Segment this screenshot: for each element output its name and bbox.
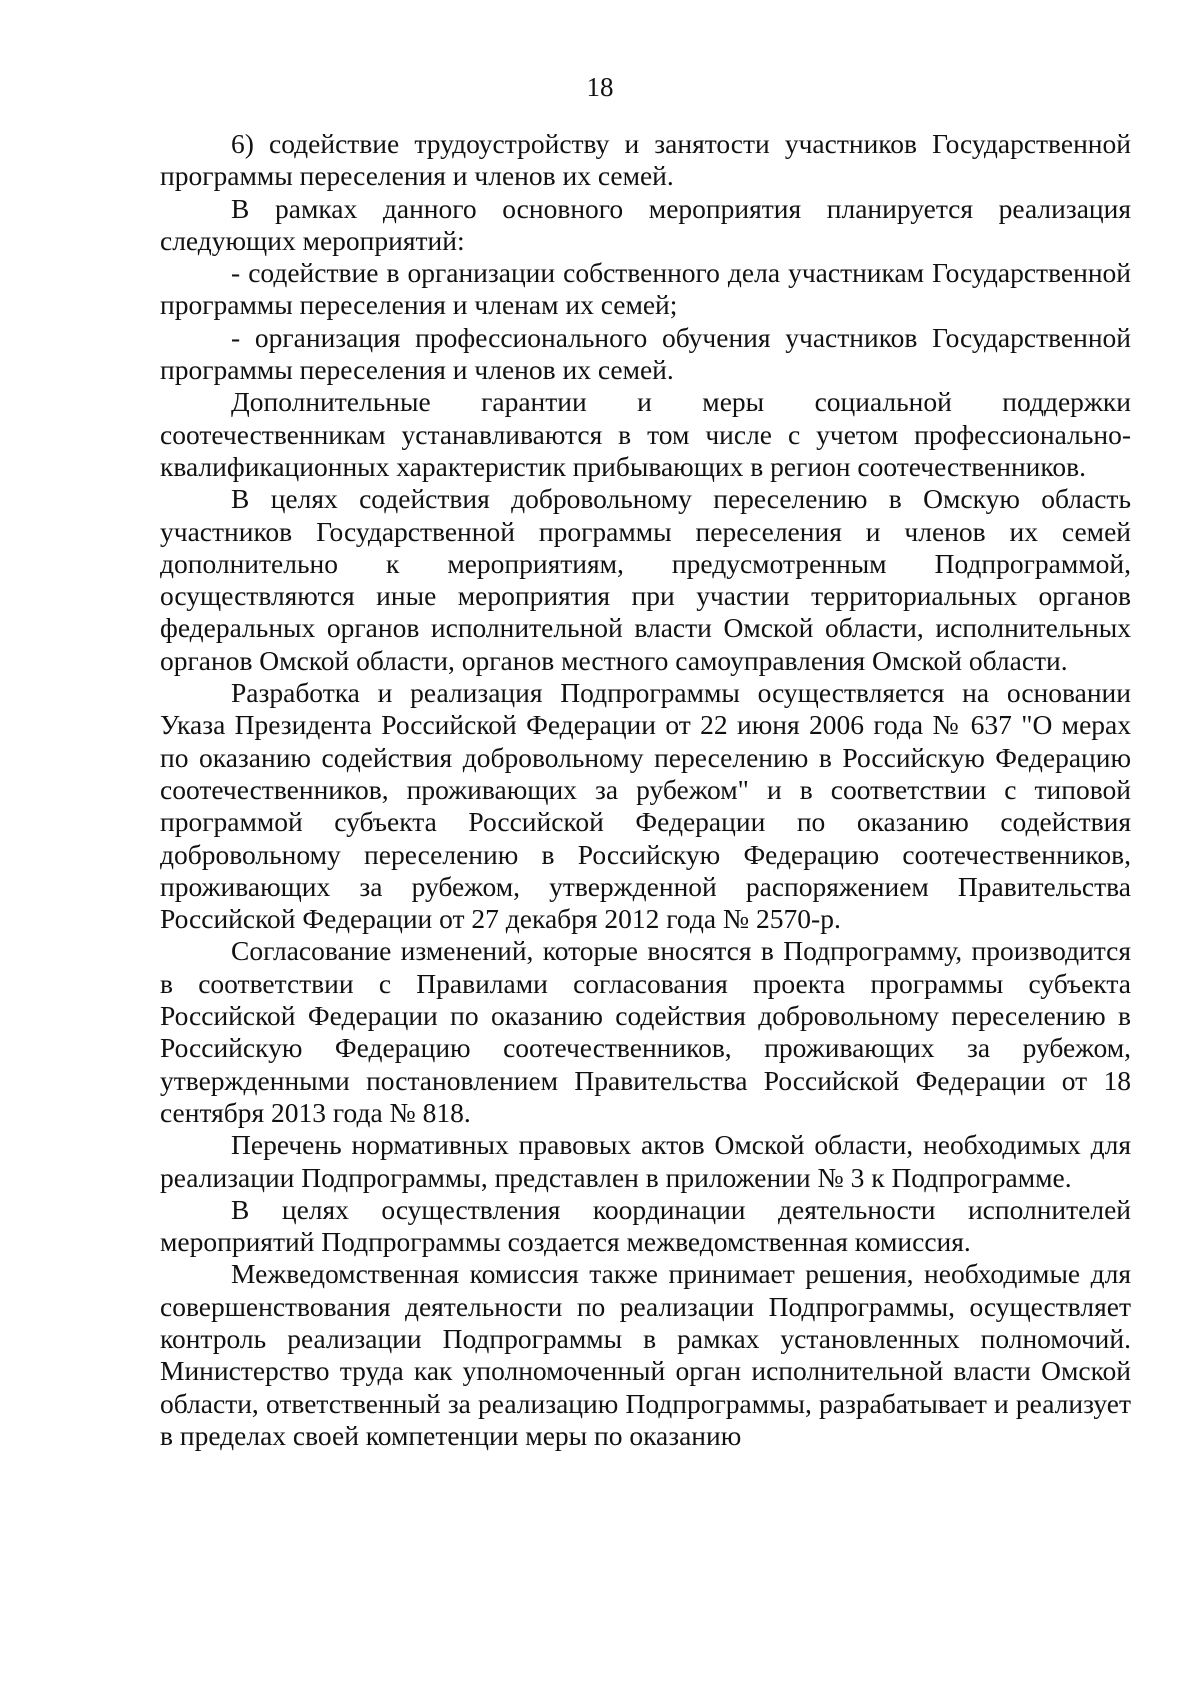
paragraph-interagency-commission: В целях осуществления координации деятельности исполнителей мероприятий Подпрограммы создается межведомственная комиссия. — [160, 1193, 1131, 1258]
paragraph-legal-basis: Разработка и реализация Подпрограммы осуществляется на основании Указа Президента Российской Федерации от 22 июня 2006 года № 637 "О мерах по оказанию содействия добровольному переселению в Российскую Федерацию соотечественников, проживающих за рубежом" и в соответствии с типовой программой субъекта Российской Федерации по оказанию содействия добровольному переселению в Российскую Федерацию соотечественников, проживающих за рубежом, утвержденной распоряжением Правительства Российской Федерации от 27 декабря 2012 года № 2570-р. — [160, 677, 1131, 935]
paragraph-additional-guarantees: Дополнительные гарантии и меры социальной поддержки соотечественникам устанавливаются в том числе с учетом профессионально-квалификационных характеристик прибывающих в регион соотечественников. — [160, 386, 1131, 482]
document-body — [160, 128, 1131, 1452]
list-item-own-business: - содействие в организации собственного дела участникам Государственной программы переселения и членам их семей; — [160, 257, 1131, 321]
list-item-professional-training: - организация профессионального обучения участников Государственной программы переселения и членов их семей. — [160, 321, 1131, 386]
paragraph-normative-acts: Перечень нормативных правовых актов Омской области, необходимых для реализации Подпрограммы, представлен в приложении № 3 к Подпрограмме. — [160, 1129, 1131, 1193]
paragraph-omsk-resettlement: В целях содействия добровольному переселению в Омскую область участников Государственной программы переселения и членов их семей дополнительно к мероприятиям, предусмотренным Подпрограммой, осуществляются иные мероприятия при участии территориальных органов федеральных органов исполнительной власти Омской области, исполнительных органов Омской области, органов местного самоуправления Омской области. — [160, 483, 1131, 676]
paragraph-employment-assistance: 6) содействие трудоустройству и занятости участников Государственной программы переселения и членов их семей. — [160, 128, 1131, 192]
page-number: 18 — [586, 72, 614, 102]
paragraph-approval-changes: Согласование изменений, которые вносятся в Подпрограмму, производится в соответствии с Правилами согласования проекта программы субъекта Российской Федерации по оказанию содействия добровольному переселению в Российскую Федерацию соотечественников, проживающих за рубежом, утвержденными постановлением Правительства Российской Федерации от 18 сентября 2013 года № 818. — [160, 935, 1131, 1128]
paragraph-commission-decisions: Межведомственная комиссия также принимает решения, необходимые для совершенствования деятельности по реализации Подпрограммы, осуществляет контроль реализации Подпрограммы в рамках установленных полномочий. Министерство труда как уполномоченный орган исполнительной власти Омской области, ответственный за реализацию Подпрограммы, разрабатывает и реализует в пределах своей компетенции меры по оказанию — [160, 1258, 1131, 1451]
paragraph-planned-activities: В рамках данного основного мероприятия планируется реализация следующих мероприятий: — [160, 192, 1131, 256]
